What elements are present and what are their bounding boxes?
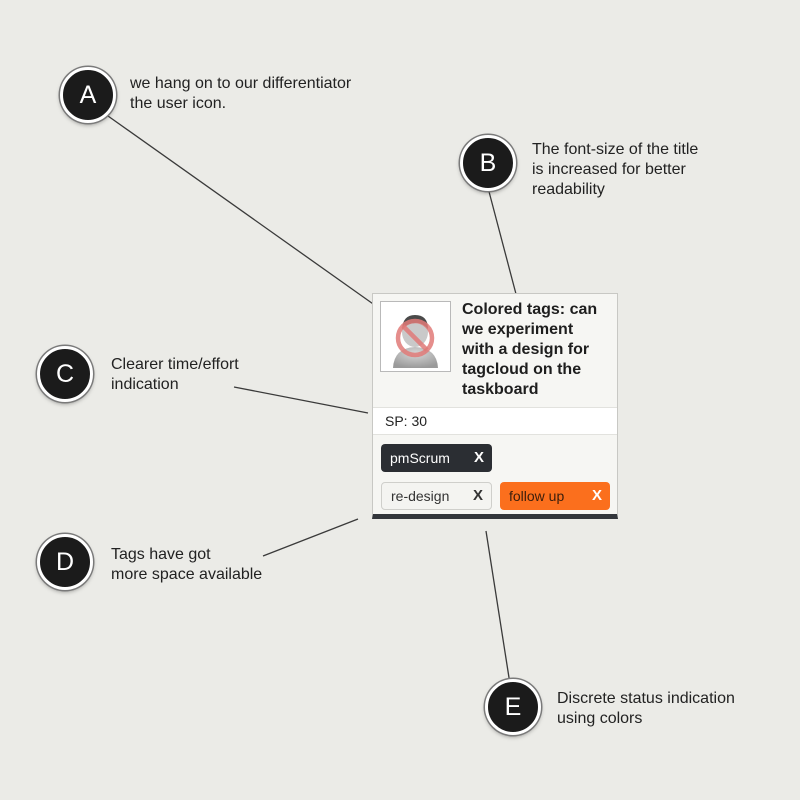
card-title-line-3: with a design for <box>462 341 590 358</box>
remove-tag-icon[interactable]: X <box>473 449 484 466</box>
note-d-line-2: more space available <box>111 566 263 583</box>
note-b-line-1: The font-size of the title <box>532 141 699 158</box>
card-title <box>462 300 612 400</box>
user-icon <box>381 302 450 371</box>
note-c <box>111 355 239 395</box>
note-d-line-1: Tags have got <box>111 546 211 563</box>
task-card[interactable] <box>372 293 618 519</box>
leader-line-c <box>234 387 368 413</box>
story-points-row <box>373 407 617 435</box>
note-d <box>111 545 262 585</box>
tag-pmscrum[interactable] <box>381 444 492 472</box>
card-title-line-1: Colored tags: can <box>462 301 598 318</box>
marker-d: D <box>37 534 93 590</box>
marker-c: C <box>37 346 93 402</box>
avatar <box>380 301 451 372</box>
note-a-line-1: we hang on to our differentiator <box>130 75 352 92</box>
note-b-line-3: readability <box>532 181 605 198</box>
note-e <box>557 689 735 729</box>
remove-tag-icon[interactable]: X <box>591 487 602 504</box>
tag-label: pmScrum <box>390 450 450 466</box>
card-title-line-4: tagcloud on the <box>462 361 582 378</box>
note-b-line-2: is increased for better <box>532 161 686 178</box>
note-a <box>130 74 351 114</box>
tag-label: follow up <box>509 488 565 504</box>
note-e-line-1: Discrete status indication <box>557 690 735 707</box>
note-a-line-2: the user icon. <box>130 95 227 112</box>
card-title-line-5: taskboard <box>462 381 539 398</box>
note-b <box>532 140 698 200</box>
marker-a: A <box>60 67 116 123</box>
tag-follow-up[interactable] <box>500 482 610 510</box>
leader-line-e <box>486 531 510 684</box>
leader-line-b <box>487 184 516 294</box>
story-points-label: SP: 30 <box>385 413 428 429</box>
tag-re-design[interactable] <box>381 482 492 510</box>
note-c-line-2: indication <box>111 376 179 393</box>
note-e-line-2: using colors <box>557 710 643 727</box>
leader-line-a <box>108 116 400 323</box>
remove-tag-icon[interactable]: X <box>472 487 483 504</box>
card-title-line-2: we experiment <box>462 321 574 338</box>
marker-b: B <box>460 135 516 191</box>
note-c-line-1: Clearer time/effort <box>111 356 239 373</box>
leader-line-d <box>263 519 358 556</box>
marker-e: E <box>485 679 541 735</box>
tag-label: re-design <box>391 488 450 504</box>
